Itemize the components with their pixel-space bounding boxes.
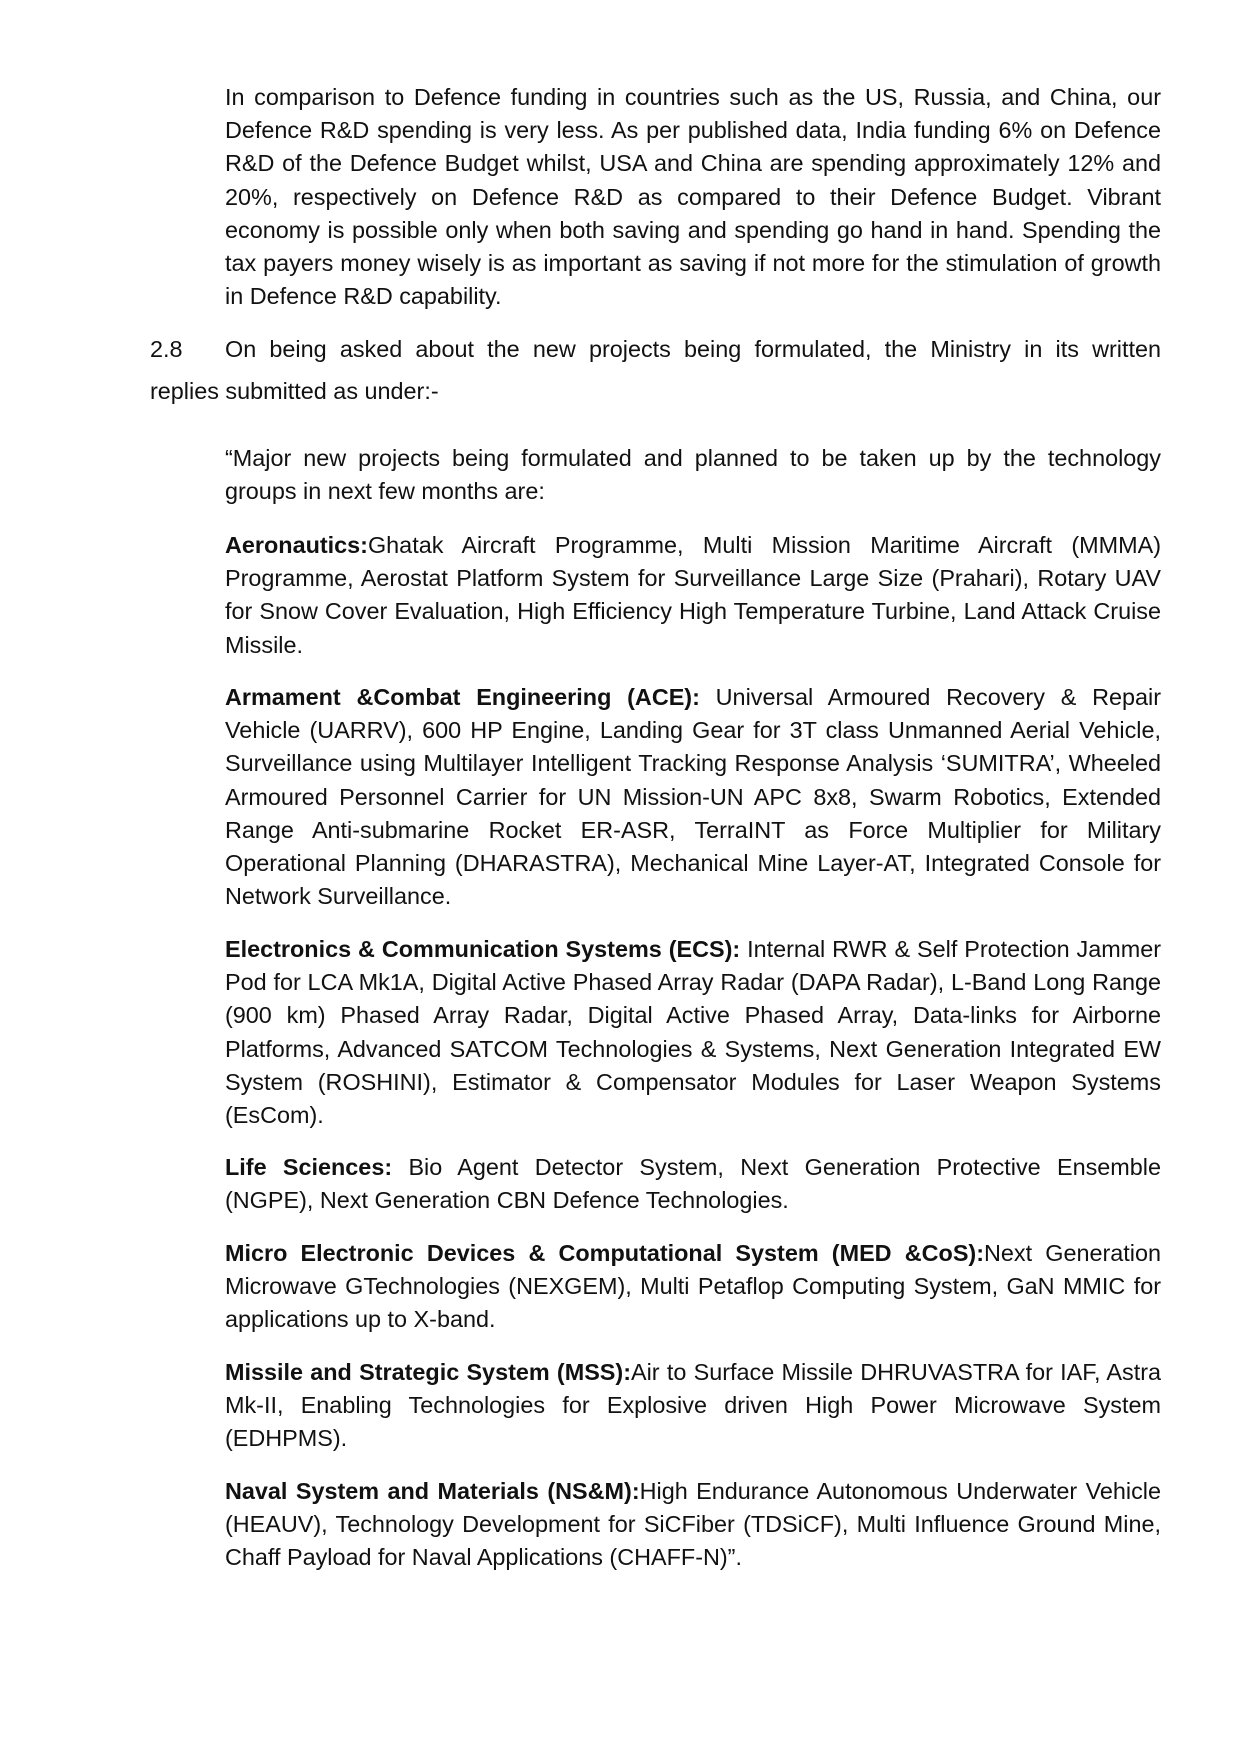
group-text: Air to Surface Missile DHRUVASTRA for IAF, Astra Mk-II, Enabling Technologies for Explosive driven High Power Microwave System (EDHPMS). <box>225 1359 1161 1452</box>
group-heading: Armament &Combat Engineering (ACE): <box>225 684 700 710</box>
group-text: Bio Agent Detector System, Next Generation Protective Ensemble (NGPE), Next Generation CBN Defence Technologies. <box>225 1154 1161 1214</box>
group-heading: Life Sciences: <box>225 1154 393 1180</box>
group-paragraph-life-sciences <box>225 1151 1161 1217</box>
group-text: Ghatak Aircraft Programme, Multi Mission Maritime Aircraft (MMMA) Programme, Aerostat Platform System for Surveillance Large Size (Prahari), Rotary UAV for Snow Cover Evaluation, High Efficiency High Temperature Turbine, Land Attack Cruise Missile. <box>225 532 1161 658</box>
quote-intro: “Major new projects being formulated and planned to be taken up by the technology groups in next few months are: <box>225 445 1161 505</box>
group-paragraph-nsm <box>225 1475 1161 1575</box>
group-heading: Electronics & Communication Systems (ECS): <box>225 936 741 962</box>
intro-paragraph: In comparison to Defence funding in countries such as the US, Russia, and China, our Defence R&D spending is very less. As per published data, India funding 6% on Defence R&D of the Defence Budget whilst, USA and China are spending approximately 12% and 20%, respectively on Defence R&D as compared to their Defence Budget. Vibrant economy is possible only when both saving and spending go hand in hand. Spending the tax payers money wisely is as important as saving if not more for the stimulation of growth in Defence R&D capability. <box>225 84 1161 310</box>
group-text: High Endurance Autonomous Underwater Vehicle (HEAUV), Technology Development for SiCFiber (TDSiCF), Multi Influence Ground Mine, Chaff Payload for Naval Applications (CHAFF-N)”. <box>225 1478 1161 1571</box>
group-text: Next Generation Microwave GTechnologies (NEXGEM), Multi Petaflop Computing System, GaN MMIC for applications up to X-band. <box>225 1240 1162 1333</box>
group-heading: Missile and Strategic System (MSS): <box>225 1359 631 1385</box>
section-2-8-line1 <box>150 333 1161 366</box>
group-heading: Aeronautics: <box>225 532 368 558</box>
group-paragraph-ace <box>225 681 1161 913</box>
group-heading: Naval System and Materials (NS&M): <box>225 1478 640 1504</box>
group-paragraph-aeronautics <box>225 529 1161 662</box>
group-paragraph-ecs <box>225 933 1161 1132</box>
group-paragraph-med-cos <box>225 1237 1161 1337</box>
group-heading: Micro Electronic Devices & Computational System (MED &CoS): <box>225 1240 984 1266</box>
section-2-8 <box>150 333 1161 408</box>
section-number: 2.8 <box>150 336 183 362</box>
group-paragraph-mss <box>225 1356 1161 1456</box>
section-2-8-text-line2: replies submitted as under:- <box>150 378 439 404</box>
group-text: Internal RWR & Self Protection Jammer Pod for LCA Mk1A, Digital Active Phased Array Radar (DAPA Radar), L-Band Long Range (900 km) Phased Array Radar, Digital Active Phased Array, Data-links for Airborne Platforms, Advanced SATCOM Technologies & Systems, Next Generation Integrated EW System (ROSHINI), Estimator & Compensator Modules for Laser Weapon Systems (EsCom). <box>225 936 1161 1129</box>
group-text: Universal Armoured Recovery & Repair Vehicle (UARRV), 600 HP Engine, Landing Gear for 3T class Unmanned Aerial Vehicle, Surveillance using Multilayer Intelligent Tracking Response Analysis ‘SUMITRA’, Wheeled Armoured Personnel Carrier for UN Mission-UN APC 8x8, Swarm Robotics, Extended Range Anti-submarine Rocket ER-ASR, TerraINT as Force Multiplier for Military Operational Planning (DHARASTRA), Mechanical Mine Layer-AT, Integrated Console for Network Surveillance. <box>225 684 1161 910</box>
section-2-8-text-line1: On being asked about the new projects being formulated, the Ministry in its written <box>225 336 1161 362</box>
